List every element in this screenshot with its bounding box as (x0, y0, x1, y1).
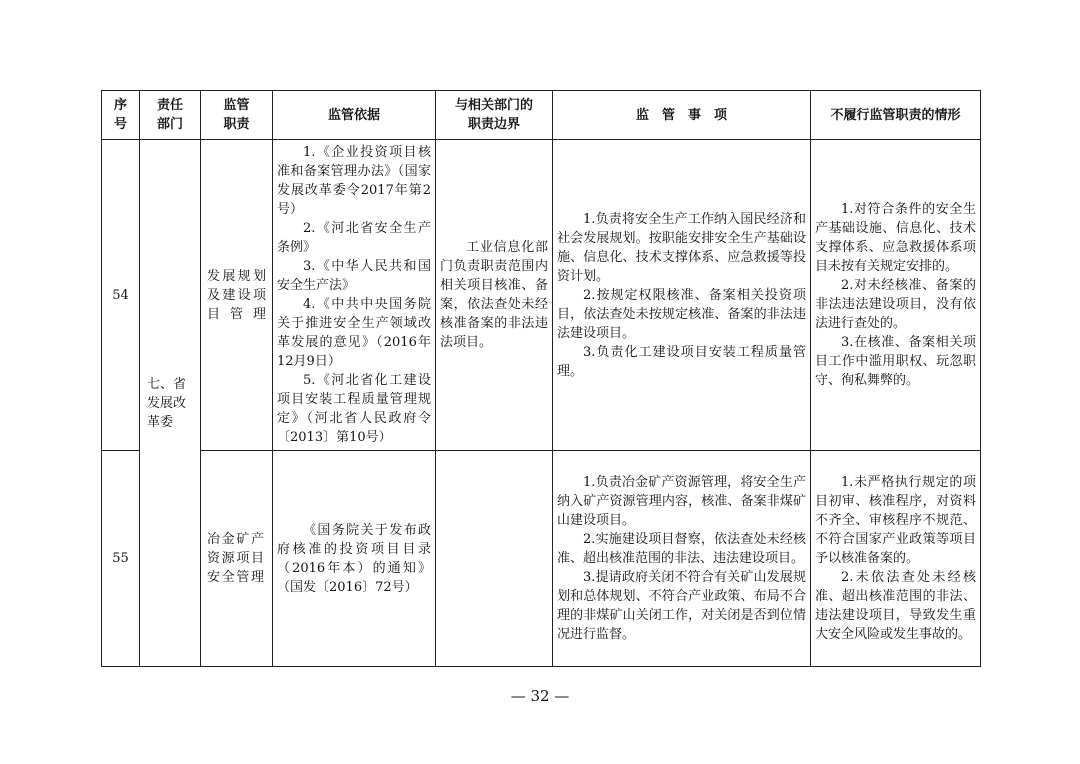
header-line: 责任 (156, 98, 183, 113)
matter-item: 2.按规定权限核准、备案相关投资项目，依法查处未按规定核准、备案的非法违法建设项目。 (557, 287, 806, 341)
header-line: 号 (113, 117, 127, 132)
boundary-cell (436, 140, 553, 451)
basis-item: 2.《河北省安全生产条例》 (277, 221, 431, 255)
table-row (102, 451, 981, 667)
header-failures (811, 91, 981, 140)
header-line: 序 (113, 98, 127, 113)
matters-cell (553, 451, 811, 667)
row-number: 54 (102, 140, 140, 451)
failure-item: 2.未依法查处未经核准、超出核准范围的非法、违法建设项目，导致发生重大安全风险或发生事故的。 (815, 570, 976, 642)
header-line: 与相关部门的 (454, 98, 533, 113)
failures-cell (811, 140, 981, 451)
matters-cell (553, 140, 811, 451)
matter-item: 3.负责化工建设项目安装工程质量管理。 (557, 344, 806, 379)
failures-cell (811, 451, 981, 667)
basis-item: 5.《河北省化工建设项目安装工程质量管理规定》（河北省人民政府令〔2013〕第10号） (277, 373, 431, 445)
duty-cell: 发展规划及建设项目管理 (201, 140, 273, 451)
department-cell: 七、省发展改革委 (140, 140, 201, 667)
basis-item: 1.《企业投资项目核准和备案管理办法》（国家发展改革委令2017年第2号） (277, 145, 431, 217)
basis-item: 3.《中华人民共和国安全生产法》 (277, 259, 431, 293)
matter-item: 1.负责将安全生产工作纳入国民经济和社会发展规划。按职能安排安全生产基础设施、信息化、技术支撑体系、应急救援等投资计划。 (557, 211, 806, 284)
header-line: 监管依据 (327, 107, 380, 123)
basis-cell (273, 451, 436, 667)
basis-cell (273, 140, 436, 451)
failure-item: 1.未严格执行规定的项目初审、核准程序，对资料不齐全、审核程序不规范、不符合国家产业政策等项目予以核准备案的。 (815, 475, 976, 566)
basis-item: 4.《中共中央国务院关于推进安全生产领域改革发展的意见》（2016年12月9日） (277, 297, 431, 369)
header-line: 监 管 事 项 (635, 107, 727, 123)
matter-item: 2.实施建设项目督察，依法查处未经核准、超出核准范围的非法、违法建设项目。 (557, 532, 806, 566)
matter-item: 1.负责冶金矿产资源管理，将安全生产纳入矿产资源管理内容，核准、备案非煤矿山建设项目。 (557, 475, 806, 528)
header-no (102, 91, 140, 140)
header-line: 监管 (223, 98, 250, 113)
failure-item: 3.在核准、备案相关项目工作中滥用职权、玩忽职守、徇私舞弊的。 (815, 335, 976, 388)
row-number: 55 (102, 451, 140, 667)
failure-item: 1.对符合条件的安全生产基础设施、信息化、技术支撑体系、应急救援体系项目未按有关规定安排的。 (815, 202, 976, 274)
header-department (140, 91, 201, 140)
boundary-text: 工业信息化部门负责职责范围内相关项目核准、备案，依法查处未经核准备案的非法违法项目。 (440, 240, 548, 350)
basis-item: 《国务院关于发布政府核准的投资项目目录（2016年本）的通知》（国发〔2016〕72号） (277, 522, 431, 595)
boundary-cell (436, 451, 553, 667)
header-boundary (436, 91, 553, 140)
header-line: 部门 (156, 117, 183, 132)
table-row (102, 140, 981, 451)
header-line: 职责 (223, 117, 250, 132)
page-number: — 32 — (510, 687, 570, 705)
header-line: 职责边界 (467, 117, 520, 132)
duty-cell: 冶金矿产资源项目安全管理 (201, 451, 273, 667)
header-duty (201, 91, 273, 140)
failure-item: 2.对未经核准、备案的非法违法建设项目，没有依法进行查处的。 (815, 278, 976, 331)
matter-item: 3.提请政府关闭不符合有关矿山发展规划和总体规划、不符合产业政策、布局不合理的非煤矿山关闭工作，对关闭是否到位情况进行监督。 (557, 570, 806, 642)
header-row (102, 91, 981, 140)
header-basis (273, 91, 436, 140)
header-matters (553, 91, 811, 140)
responsibility-table (101, 90, 981, 667)
header-line: 不履行监管职责的情形 (830, 107, 961, 123)
